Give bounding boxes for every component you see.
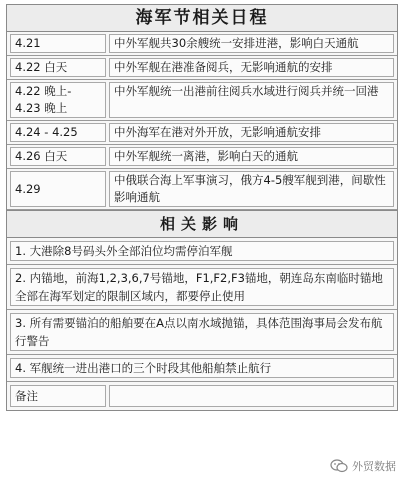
impacts-list <box>7 238 397 382</box>
description-cell: 中外军舰统一离港，影响白天的通航 <box>109 147 394 166</box>
table-row <box>7 56 397 80</box>
description-cell: 中外海军在港对外开放，无影响通航安排 <box>109 123 394 142</box>
list-item <box>7 265 397 310</box>
table-row <box>7 121 397 145</box>
schedule-document <box>6 4 398 411</box>
date-cell: 4.29 <box>10 171 106 207</box>
watermark <box>330 458 396 474</box>
description-cell: 中外军舰共30余艘统一安排进港，影响白天通航 <box>109 34 394 53</box>
impact-text: 4. 军舰统一进出港口的三个时段其他船舶禁止航行 <box>10 358 394 378</box>
impact-text: 2. 内锚地，前海1,2,3,6,7号锚地，F1,F2,F3锚地，朝连岛东南临时锚地全部在海军划定的限制区域内，都要停止使用 <box>10 268 394 306</box>
schedule-table <box>7 32 397 210</box>
impact-text: 1. 大港除8号码头外全部泊位均需停泊军舰 <box>10 241 394 261</box>
page-title: 海军节相关日程 <box>7 5 397 32</box>
list-item <box>7 238 397 265</box>
table-row <box>7 145 397 169</box>
table-row <box>7 80 397 121</box>
impact-text: 3. 所有需要锚泊的船舶要在A点以南水域抛锚，具体范围海事局会发布航行警告 <box>10 313 394 351</box>
table-row <box>7 169 397 210</box>
description-cell: 中俄联合海上军事演习，俄方4-5艘军舰到港，间歇性影响通航 <box>109 171 394 207</box>
date-cell: 4.22 晚上- 4.23 晚上 <box>10 82 106 118</box>
wechat-icon <box>330 459 348 473</box>
table-row <box>7 32 397 56</box>
description-cell: 中外军舰在港准备阅兵，无影响通航的安排 <box>109 58 394 77</box>
description-cell: 中外军舰统一出港前往阅兵水域进行阅兵并统一回港 <box>109 82 394 118</box>
note-value <box>109 385 394 407</box>
date-cell: 4.26 白天 <box>10 147 106 166</box>
list-item <box>7 310 397 355</box>
note-label: 备注 <box>10 385 106 407</box>
date-cell: 4.24 - 4.25 <box>10 123 106 142</box>
date-cell: 4.22 白天 <box>10 58 106 77</box>
section-title: 相关影响 <box>7 210 397 238</box>
watermark-text: 外贸数据 <box>352 460 396 473</box>
date-cell: 4.21 <box>10 34 106 53</box>
note-row <box>7 382 397 410</box>
list-item <box>7 355 397 382</box>
